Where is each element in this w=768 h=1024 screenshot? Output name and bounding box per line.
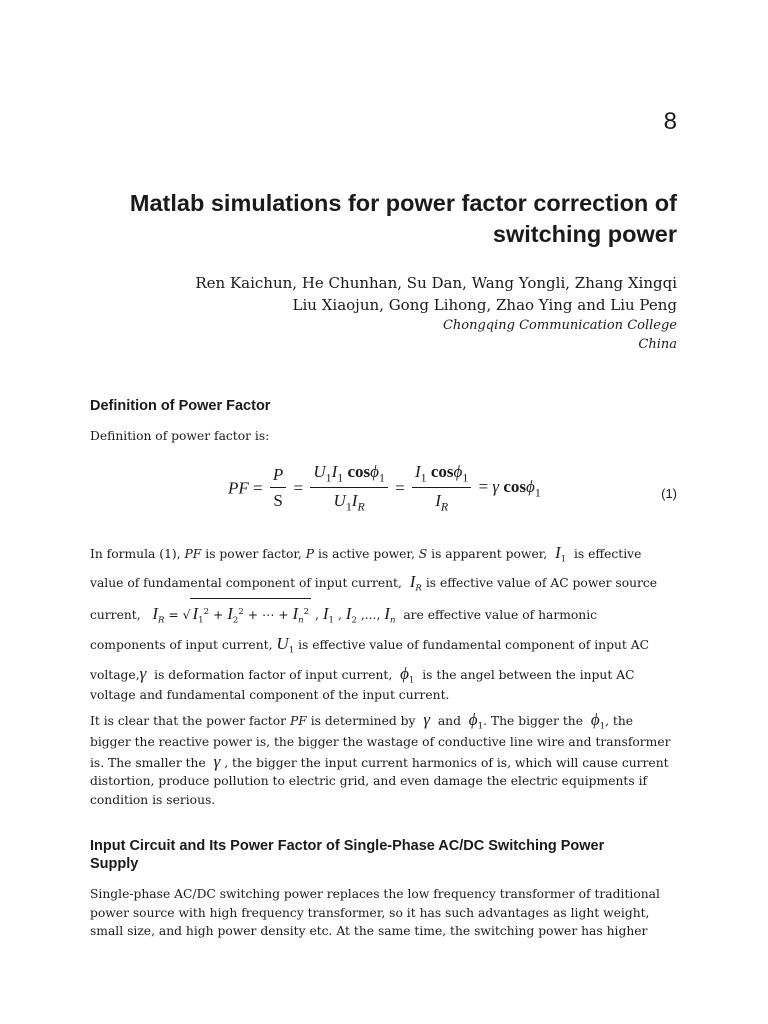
paragraph-2-line-2: bigger the reactive power is, the bigger the wastage of conductive line wire and transformer bbox=[90, 735, 671, 749]
paragraph-1-line-3: current, $I_R$ = √ $I_1^2 + I_2^2$ + ⋯ + $I_n^2$ , $I_1$ , $I_2$ ,..., $I_n$ are effective value of harmonic bbox=[90, 598, 678, 634]
paragraph-1-line-5: voltage,γ is deformation factor of input current, $\phi_1$ is the angel between the input AC bbox=[90, 664, 635, 686]
paragraph-3-line-3: small size, and high power density etc. At the same time, the switching power has higher bbox=[90, 924, 648, 938]
affiliation-institution: Chongqing Communication College bbox=[442, 318, 677, 333]
authors-line-1: Ren Kaichun, He Chunhan, Su Dan, Wang Yongli, Zhang Xingqi bbox=[195, 274, 677, 292]
section-heading-2-line-1: Input Circuit and Its Power Factor of Single-Phase AC/DC Switching Power bbox=[90, 838, 605, 854]
paragraph-1-line-2: value of fundamental component of input current, $I_R$ is effective value of AC power source bbox=[90, 572, 658, 594]
section-heading-2 bbox=[90, 837, 680, 873]
paragraph-3-line-2: power source with high frequency transformer, so it has such advantages as light weight, bbox=[90, 905, 650, 920]
equation-number: (1) bbox=[661, 486, 677, 501]
paragraph-1-line-1: In formula (1), PF is power factor, P is active power, S is apparent power, $I_1$ is effective bbox=[90, 543, 642, 565]
affiliation bbox=[177, 316, 677, 354]
paragraph-2-line-3: is. The smaller the γ , the bigger the input current harmonics of is, which will cause current bbox=[90, 752, 669, 771]
section-heading-1: Definition of Power Factor bbox=[90, 398, 271, 414]
affiliation-country: China bbox=[638, 337, 677, 352]
paragraph-3-line-1: Single-phase AC/DC switching power replaces the low frequency transformer of traditional bbox=[90, 887, 660, 901]
paper-title: Matlab simulations for power factor correction of switching power bbox=[129, 190, 677, 247]
authors-line-2: Liu Xiaojun, Gong Lihong, Zhao Ying and Liu Peng bbox=[292, 296, 677, 314]
section-heading-2-line-2: Supply bbox=[90, 856, 139, 872]
paragraph-3 bbox=[90, 885, 678, 941]
chapter-number: 8 bbox=[663, 108, 677, 135]
paragraph-1-line-4: components of input current, $U_1$ is effective value of fundamental component of input AC bbox=[90, 634, 650, 656]
equation-1: PF = $\frac{P}{S}$ = $\frac{U_1I_1 \cos\phi_1}{U_1I_R}$ = $\frac{I_1 \cos\phi_1}{I_R}$ = γ cosϕ$_1$ bbox=[228, 462, 541, 514]
authors bbox=[57, 272, 677, 316]
paragraph-2-line-1: It is clear that the power factor PF is determined by γ and $\phi_1$. The bigger the $\phi_1$, the bbox=[90, 710, 634, 732]
paragraph-1-line-6: voltage and fundamental component of the input current. bbox=[90, 688, 450, 702]
definition-intro: Definition of power factor is: bbox=[90, 429, 270, 443]
paragraph-2-line-5: condition is serious. bbox=[90, 793, 216, 807]
paragraph-2-line-4: distortion, produce pollution to electric grid, and even damage the electric equipments if bbox=[90, 774, 648, 788]
